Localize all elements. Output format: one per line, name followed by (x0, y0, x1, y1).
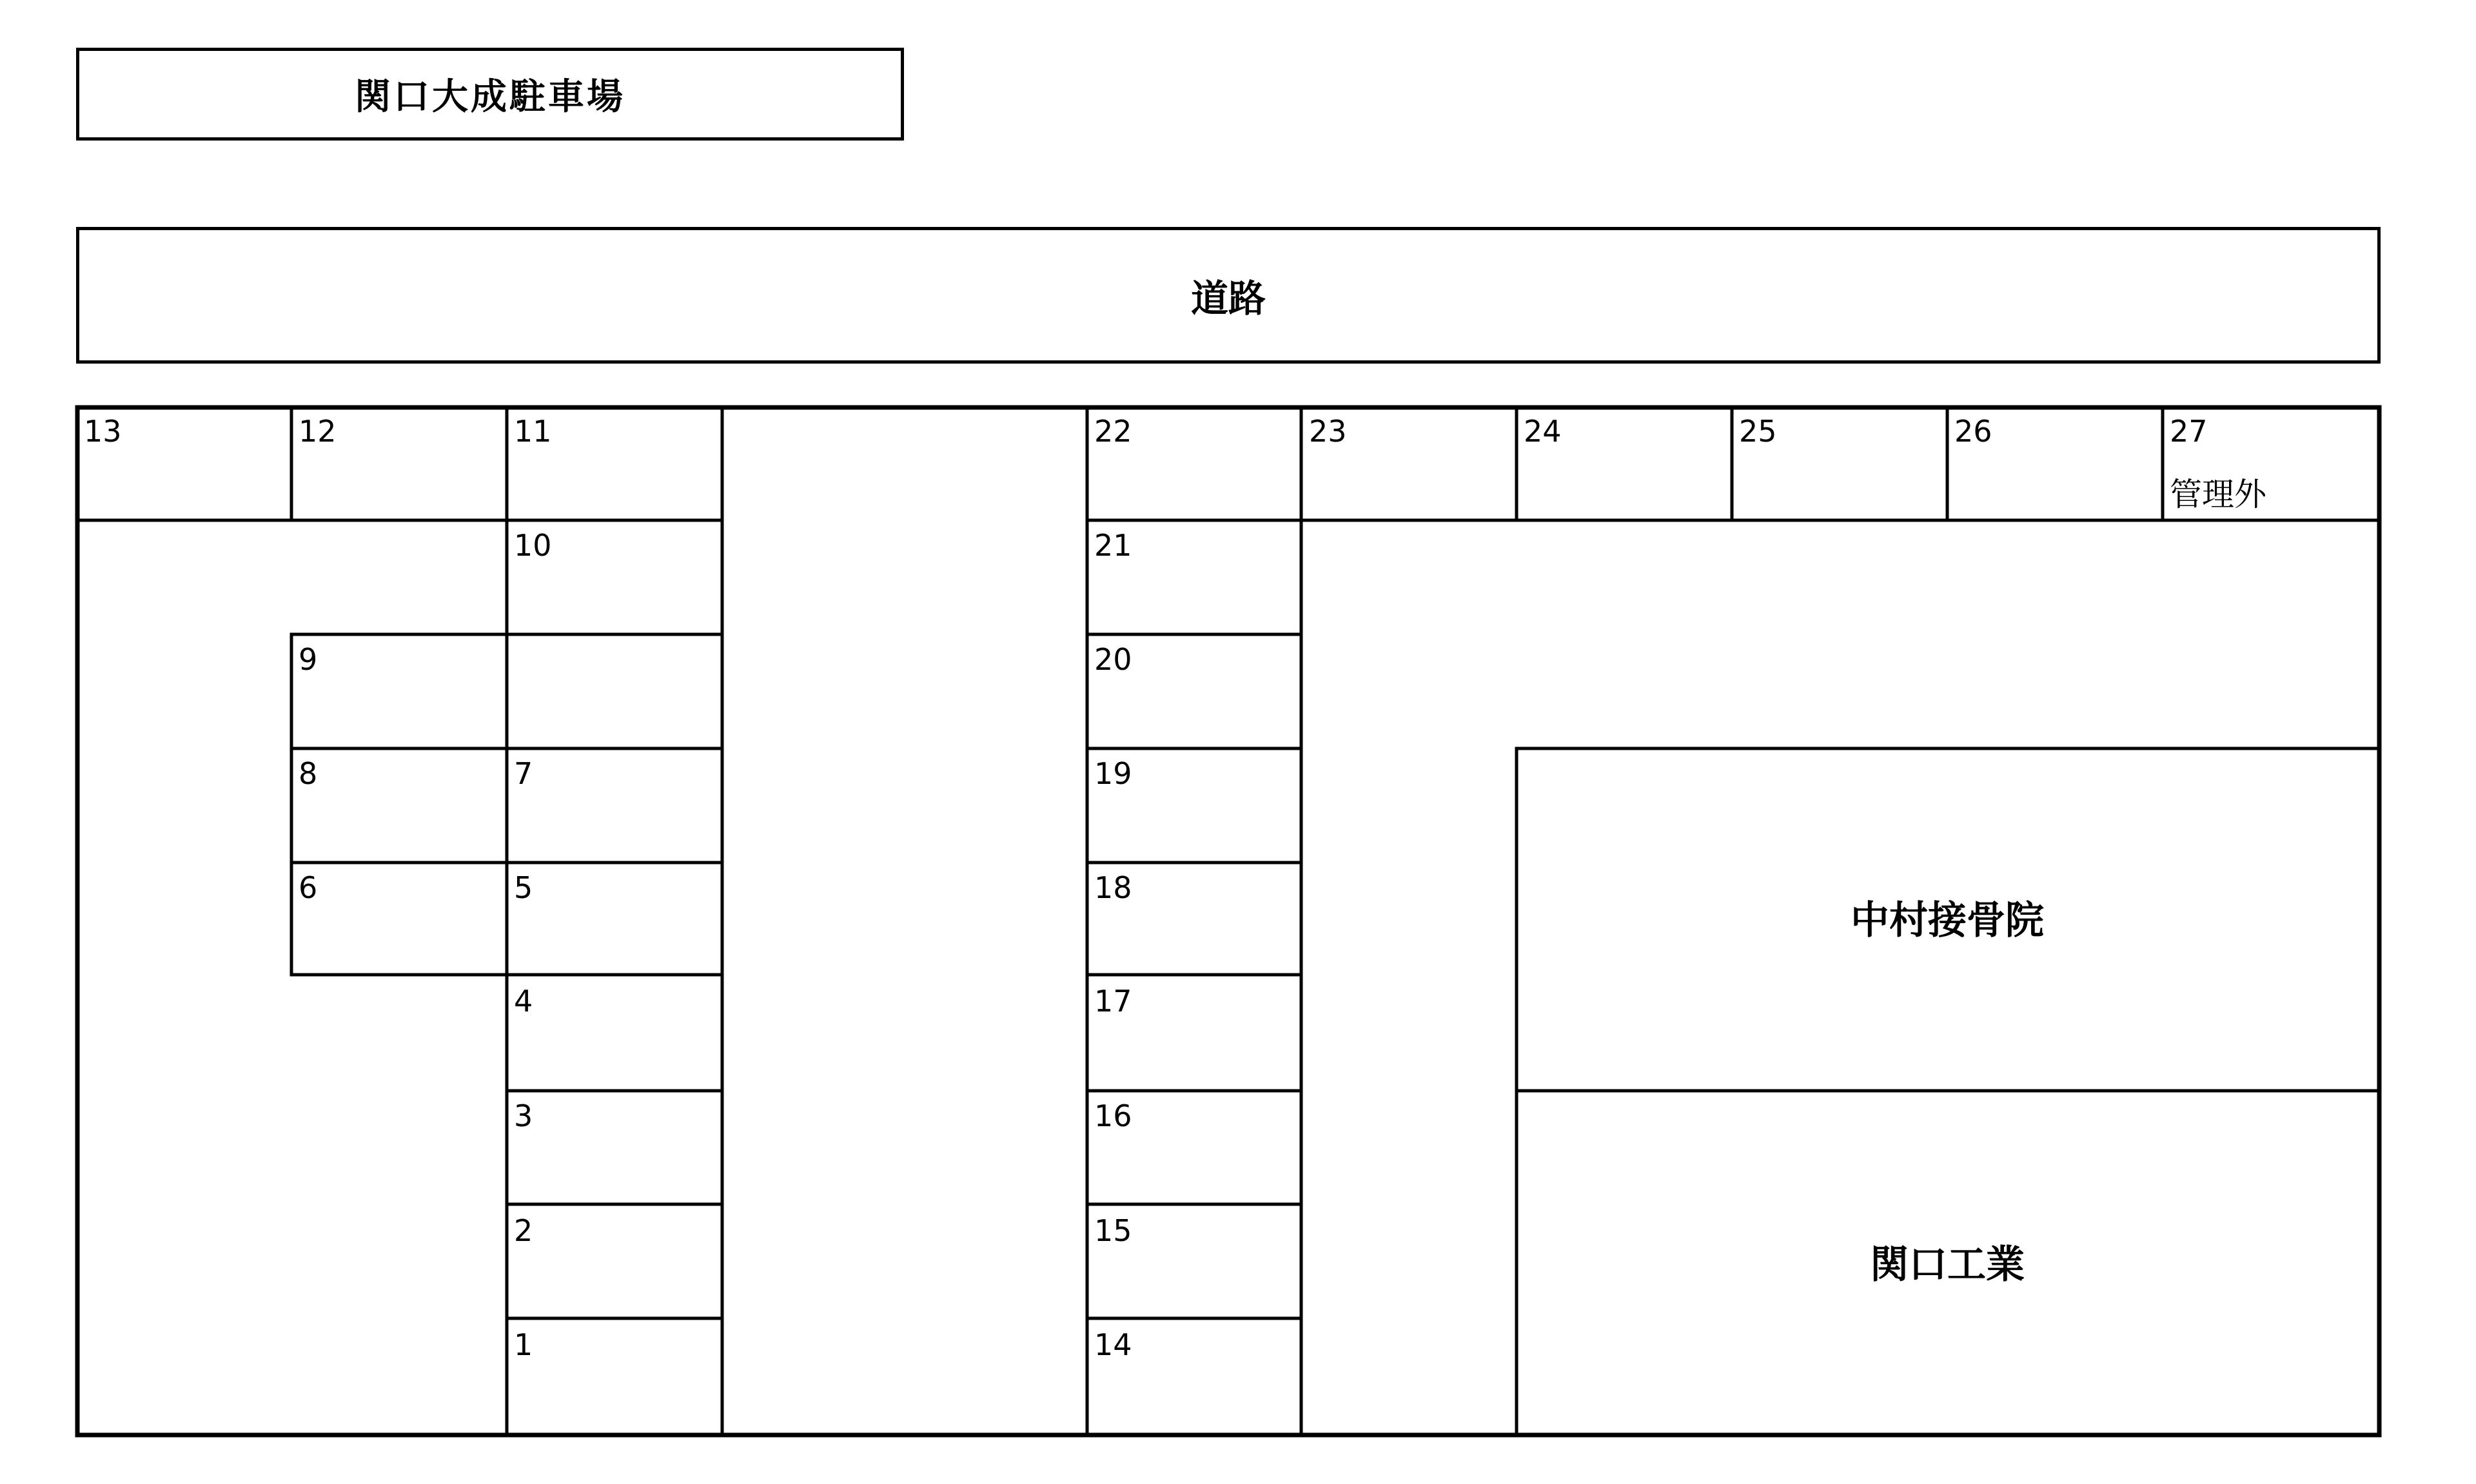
space-label-4: 4 (514, 984, 533, 1019)
space-27-note: 管理外 (2170, 476, 2266, 513)
space-label-25: 25 (1739, 414, 1777, 449)
space-label-11: 11 (514, 414, 552, 449)
space-label-18: 18 (1094, 870, 1132, 905)
space-label-14: 14 (1094, 1327, 1132, 1362)
space-label-22: 22 (1094, 414, 1132, 449)
space-label-6: 6 (299, 870, 318, 905)
space-label-9: 9 (299, 642, 318, 677)
building-label-sekiguchi-kogyo: 関口工業 (1870, 1242, 2025, 1287)
space-label-20: 20 (1094, 642, 1132, 677)
space-label-8: 8 (299, 756, 318, 791)
space-label-7: 7 (514, 756, 533, 791)
space-label-15: 15 (1094, 1213, 1132, 1248)
road-label: 道路 (1190, 277, 1266, 320)
space-label-24: 24 (1524, 414, 1562, 449)
space-label-13: 13 (84, 414, 122, 449)
space-label-12: 12 (299, 414, 337, 449)
parking-lot-title: 関口大成駐車場 (355, 76, 625, 118)
space-label-3: 3 (514, 1098, 533, 1133)
building-label-nakamura: 中村接骨院 (1851, 898, 2044, 943)
space-label-19: 19 (1094, 756, 1132, 791)
space-label-10: 10 (514, 528, 552, 563)
space-label-17: 17 (1094, 984, 1132, 1019)
space-label-26: 26 (1954, 414, 1992, 449)
space-label-5: 5 (514, 870, 533, 905)
space-label-27: 27 (2170, 414, 2208, 449)
space-label-16: 16 (1094, 1098, 1132, 1133)
space-label-2: 2 (514, 1213, 533, 1248)
space-label-21: 21 (1094, 528, 1132, 563)
space-label-1: 1 (514, 1327, 533, 1362)
space-label-23: 23 (1309, 414, 1347, 449)
